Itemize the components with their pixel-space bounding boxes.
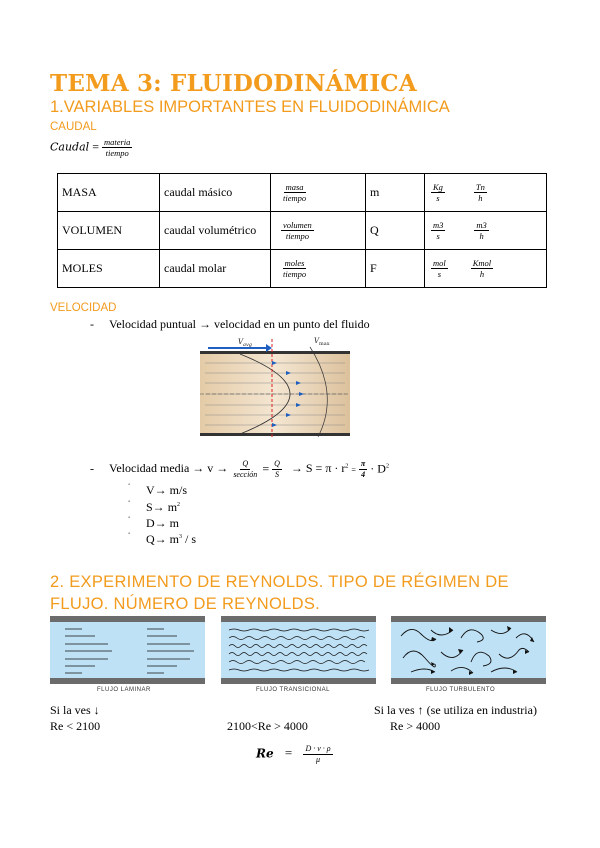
velocity-profile-diagram <box>200 333 350 443</box>
laminar-note: Si la ves ↓ <box>50 703 100 717</box>
table-row <box>58 250 547 288</box>
frac-pi-den: 4 <box>361 470 366 479</box>
unit2-num: m3 <box>476 220 487 230</box>
avg-arrow-head <box>266 344 272 352</box>
unit-value: m <box>167 500 178 514</box>
table-cell-name: caudal volumétrico <box>160 212 271 250</box>
frac-num: moles <box>284 258 305 268</box>
eq-sign: = <box>262 461 270 476</box>
bullet-mark: - <box>90 461 94 476</box>
unit-symbol: V→ <box>146 483 167 497</box>
bullet-mark: - <box>90 317 94 331</box>
frac-den: tiempo <box>283 193 307 203</box>
diameter-exp: 2 <box>385 463 389 470</box>
area-exp: 2 <box>345 463 349 470</box>
sub-bullet: ˚ <box>128 516 131 524</box>
table-cell-symbol: F <box>366 250 425 288</box>
table-cell-units <box>425 250 547 288</box>
re-transition: 2100<Re > 4000 <box>227 719 308 733</box>
unit-item <box>128 532 196 547</box>
unit1-num: mol <box>433 258 446 268</box>
caption-turbulent: FLUJO TURBULENTO <box>426 687 496 693</box>
v-avg-sub: avg <box>243 342 253 348</box>
table-row <box>58 212 547 250</box>
frac-num: masa <box>285 182 304 192</box>
table-cell-var: MASA <box>58 174 160 212</box>
section2-heading-line1: 2. EXPERIMENTO DE REYNOLDS. TIPO DE RÉGIMEN DE <box>50 573 509 591</box>
table-cell-formula <box>271 212 366 250</box>
unit-exp: 2 <box>177 502 181 508</box>
table-cell-symbol: m <box>366 174 425 212</box>
velocidad-label: VELOCIDAD <box>50 302 117 314</box>
caudal-fraction <box>102 137 132 158</box>
unit-value: m <box>169 532 180 546</box>
v-max-label: V <box>314 337 320 345</box>
caudal-label: CAUDAL <box>50 121 97 133</box>
unit-value: m/s <box>169 483 188 497</box>
re-turbulent: Re > 4000 <box>390 719 441 733</box>
sub-bullet: ˚ <box>128 483 131 491</box>
reynolds-formula <box>256 744 333 765</box>
unit-symbol: Q→ <box>146 532 167 546</box>
caudal-fraction-den: tiempo <box>105 148 129 158</box>
pipe-wall-top <box>200 351 350 354</box>
caudal-fraction-num: materia <box>103 137 131 147</box>
unit-value: m <box>169 516 180 530</box>
unit1-den: s <box>436 193 440 203</box>
section2-heading-line2: FLUJO. NÚMERO DE REYNOLDS. <box>50 595 321 613</box>
turbulent-flow-diagram <box>391 616 546 684</box>
unit-symbol: D→ <box>146 516 167 530</box>
frac-q-den: sección <box>233 470 258 479</box>
frac-den: tiempo <box>283 269 307 279</box>
table-cell-var: MOLES <box>58 250 160 288</box>
diameter-term: · D <box>370 461 386 476</box>
table-cell-units <box>425 174 547 212</box>
frac-den: tiempo <box>285 231 309 241</box>
table-cell-formula <box>271 174 366 212</box>
unit1-num: Kg <box>433 182 443 192</box>
sub-bullet: ˚ <box>128 500 131 508</box>
re-eq: = <box>284 745 293 761</box>
page-title: TEMA 3: FLUIDODINÁMICA <box>50 70 417 97</box>
re-den: μ <box>316 755 321 764</box>
frac-qs-num: Q <box>274 459 280 468</box>
table-cell-name: caudal másico <box>160 174 271 212</box>
pipe-wall-bottom <box>200 433 350 436</box>
table-row <box>58 174 547 212</box>
v-max-sub: max <box>319 341 330 347</box>
caudal-formula-eq: = <box>92 139 99 154</box>
caption-transitional: FLUJO TRANSICIONAL <box>256 687 330 693</box>
caudal-formula <box>50 137 132 158</box>
unit2-den: h <box>479 269 485 279</box>
unit1-num: m3 <box>433 220 444 230</box>
unit1-den: s <box>437 269 442 279</box>
sub-bullet: ˚ <box>128 532 131 540</box>
table-cell-symbol: Q <box>366 212 425 250</box>
turbulent-note: Si la ves ↑ (se utiliza en industria) <box>374 703 537 717</box>
frac-pi-num: π <box>360 459 366 468</box>
unit-item <box>128 500 180 515</box>
frac-qs-den: S <box>274 470 279 479</box>
table-cell-units <box>425 212 547 250</box>
frac-q-num: Q <box>242 459 249 468</box>
table-cell-var: VOLUMEN <box>58 212 160 250</box>
eq-sign-2: = <box>351 465 356 475</box>
unit2-den: h <box>479 231 484 241</box>
re-laminar: Re < 2100 <box>50 719 101 733</box>
bullet-velocidad-media <box>90 459 389 480</box>
unit2-den: h <box>478 193 483 203</box>
unit2-num: Kmol <box>472 258 492 268</box>
variables-table <box>57 173 547 288</box>
caption-laminar: FLUJO LAMINAR <box>97 687 151 693</box>
v-avg-label: V <box>238 338 244 346</box>
laminar-flow-diagram <box>50 616 205 684</box>
unit1-den: s <box>436 231 440 241</box>
unit-after: / s <box>182 532 197 546</box>
transitional-flow-diagram <box>221 616 376 684</box>
unit-item <box>128 483 187 498</box>
unit2-num: Tn <box>475 182 485 192</box>
bullet-velocidad-puntual <box>90 317 370 332</box>
re-num: D · v · ρ <box>305 744 331 753</box>
section1-heading: 1.VARIABLES IMPORTANTES EN FLUIDODINÁMICA <box>50 98 450 116</box>
bullet-text: Velocidad puntual → velocidad en un punto del fluido <box>109 317 370 331</box>
re-lhs: Re <box>256 746 274 761</box>
unit-exp: 3 <box>179 534 183 540</box>
frac-num: volumen <box>283 220 312 230</box>
velocidad-media-text: Velocidad media → v → <box>109 461 229 476</box>
unit-item <box>128 516 179 531</box>
area-formula: → S = π · r <box>290 461 346 476</box>
table-cell-name: caudal molar <box>160 250 271 288</box>
unit-symbol: S→ <box>146 500 165 514</box>
table-cell-formula <box>271 250 366 288</box>
caudal-formula-lhs: Caudal <box>50 140 90 154</box>
